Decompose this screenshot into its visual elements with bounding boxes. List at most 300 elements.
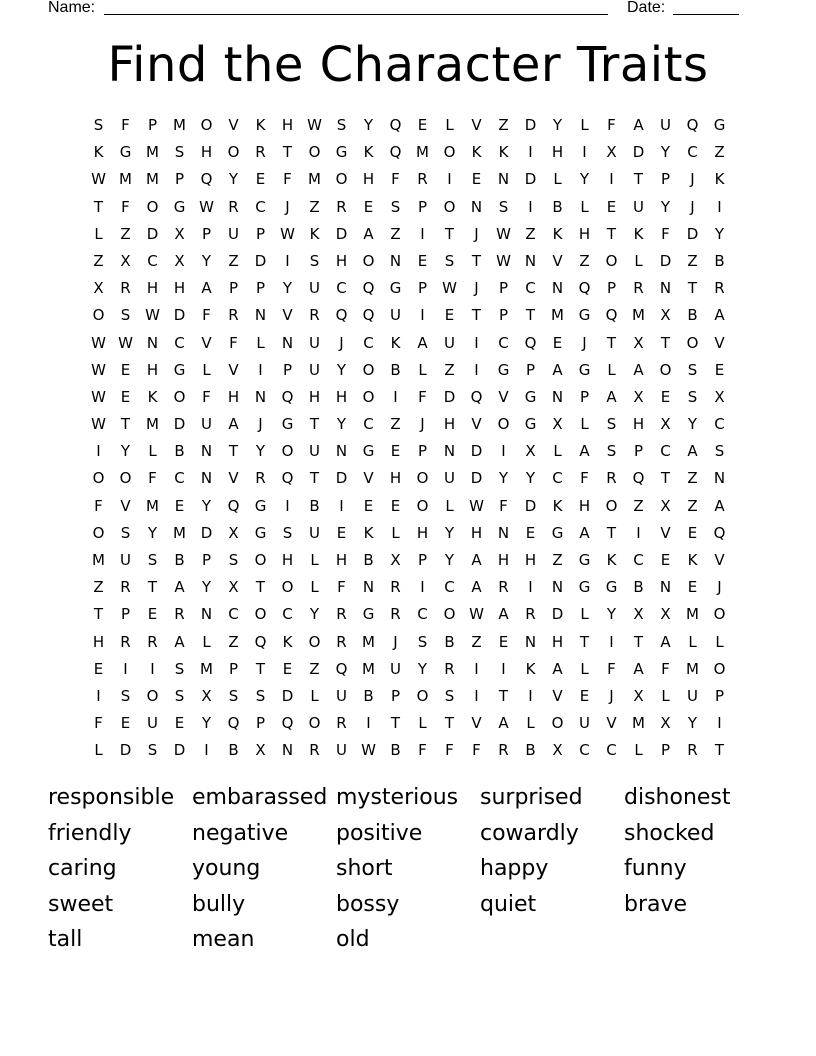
grid-letter: C xyxy=(444,578,455,597)
grid-letter: B xyxy=(228,741,239,760)
grid-letter: Q xyxy=(335,659,348,678)
word-bank-item: embarassed xyxy=(192,785,328,810)
grid-letter: A xyxy=(660,632,671,651)
grid-letter: A xyxy=(363,224,374,243)
grid-letter: O xyxy=(308,714,321,733)
grid-letter: Y xyxy=(660,197,671,216)
grid-letter: W xyxy=(280,224,295,243)
grid-letter: H xyxy=(578,496,591,515)
grid-letter: R xyxy=(417,170,428,189)
grid-letter: G xyxy=(578,360,591,379)
grid-letter: E xyxy=(147,605,158,624)
grid-letter: W xyxy=(496,224,511,243)
grid-letter: Y xyxy=(660,143,671,162)
grid-letter: I xyxy=(528,143,533,162)
grid-letter: H xyxy=(551,143,564,162)
grid-letter: R xyxy=(255,143,266,162)
grid-letter: R xyxy=(498,741,509,760)
grid-letter: Z xyxy=(687,251,698,270)
grid-letter: F xyxy=(202,387,211,406)
grid-letter: B xyxy=(174,442,185,461)
grid-letter: N xyxy=(200,442,213,461)
grid-letter: E xyxy=(363,197,374,216)
grid-letter: C xyxy=(363,333,374,352)
grid-letter: M xyxy=(146,496,159,515)
grid-letter: S xyxy=(498,197,509,216)
grid-letter: Q xyxy=(335,306,348,325)
grid-letter: O xyxy=(254,551,267,569)
grid-letter: N xyxy=(389,251,402,270)
grid-letter: U xyxy=(309,442,320,461)
grid-letter: N xyxy=(524,251,537,270)
grid-letter: P xyxy=(201,224,212,243)
grid-letter: P xyxy=(417,551,428,569)
grid-letter: Z xyxy=(687,496,698,515)
word-bank-item: brave xyxy=(624,891,688,917)
grid-letter: F xyxy=(661,659,670,678)
grid-letter: Z xyxy=(552,551,563,569)
grid-letter: M xyxy=(551,306,564,325)
grid-letter: G xyxy=(173,197,186,216)
grid-letter: L xyxy=(310,551,319,569)
word-bank-item: mysterious xyxy=(336,785,459,810)
worksheet-header xyxy=(48,0,740,19)
grid-letter: S xyxy=(606,442,617,461)
grid-letter: S xyxy=(147,741,158,760)
grid-letter: A xyxy=(579,523,590,542)
grid-letter: O xyxy=(92,523,105,542)
grid-letter: B xyxy=(714,251,725,270)
grid-letter: M xyxy=(686,659,699,678)
grid-letter: M xyxy=(416,143,429,162)
grid-letter: B xyxy=(444,632,455,651)
grid-letter: W xyxy=(91,170,106,189)
grid-letter: I xyxy=(501,659,506,678)
grid-letter: A xyxy=(201,279,212,298)
grid-letter: T xyxy=(606,333,617,352)
grid-letter: T xyxy=(606,523,617,542)
grid-letter: R xyxy=(390,578,401,597)
grid-letter: Y xyxy=(498,469,509,488)
grid-letter: U xyxy=(633,197,644,216)
grid-letter: G xyxy=(497,360,510,379)
grid-letter: N xyxy=(443,442,456,461)
grid-letter: F xyxy=(337,578,346,597)
word-bank-item: happy xyxy=(480,856,549,881)
grid-letter: R xyxy=(336,605,347,624)
grid-letter: U xyxy=(390,306,401,325)
grid-letter: I xyxy=(339,496,344,515)
grid-letter: F xyxy=(418,741,427,760)
grid-letter: Y xyxy=(687,415,698,434)
grid-letter: A xyxy=(633,360,644,379)
grid-letter: I xyxy=(474,659,479,678)
grid-letter: L xyxy=(94,741,103,760)
grid-letter: P xyxy=(714,686,725,705)
grid-letter: V xyxy=(363,469,374,488)
grid-letter: W xyxy=(307,116,322,134)
word-bank-item: funny xyxy=(624,856,687,881)
grid-letter: R xyxy=(498,578,509,597)
grid-letter: F xyxy=(391,170,400,189)
grid-letter: O xyxy=(497,415,510,434)
grid-letter: D xyxy=(335,224,348,243)
grid-letter: Y xyxy=(363,116,374,134)
grid-letter: Z xyxy=(228,632,239,651)
grid-row xyxy=(85,358,733,385)
grid-letter: I xyxy=(150,659,155,678)
grid-letter: F xyxy=(661,224,670,243)
word-bank-item: bossy xyxy=(336,891,400,917)
grid-letter: S xyxy=(714,442,725,461)
grid-letter: L xyxy=(580,116,589,134)
grid-letter: Y xyxy=(687,714,698,733)
grid-letter: G xyxy=(578,578,591,597)
grid-letter: T xyxy=(660,333,671,352)
grid-letter: K xyxy=(552,224,563,243)
grid-letter: E xyxy=(336,523,347,542)
grid-letter: G xyxy=(335,143,348,162)
grid-letter: J xyxy=(609,686,614,705)
grid-letter: A xyxy=(471,551,482,569)
grid-letter: E xyxy=(579,686,590,705)
grid-letter: L xyxy=(580,605,589,624)
grid-letter: T xyxy=(309,469,320,488)
grid-letter: T xyxy=(444,224,455,243)
word-search-grid xyxy=(85,113,733,766)
grid-letter: P xyxy=(579,387,590,406)
grid-letter: F xyxy=(121,116,130,134)
word-bank-item: surprised xyxy=(480,785,583,810)
grid-letter: X xyxy=(660,415,671,434)
grid-letter: Q xyxy=(389,143,402,162)
grid-letter: D xyxy=(524,116,537,134)
grid-letter: O xyxy=(281,442,294,461)
name-blank-line xyxy=(104,14,608,15)
grid-letter: N xyxy=(281,333,294,352)
grid-letter: E xyxy=(525,523,536,542)
grid-letter: N xyxy=(335,442,348,461)
grid-letter: N xyxy=(497,523,510,542)
grid-letter: T xyxy=(525,306,536,325)
grid-row xyxy=(85,385,733,412)
grid-letter: G xyxy=(578,551,591,569)
grid-letter: L xyxy=(715,632,724,651)
grid-letter: T xyxy=(660,469,671,488)
grid-letter: H xyxy=(227,387,240,406)
grid-letter: U xyxy=(336,741,347,760)
grid-letter: T xyxy=(147,578,158,597)
grid-letter: M xyxy=(686,605,699,624)
grid-letter: O xyxy=(362,251,375,270)
grid-letter: V xyxy=(228,116,239,134)
grid-letter: C xyxy=(417,605,428,624)
grid-letter: P xyxy=(147,116,158,134)
grid-letter: P xyxy=(633,442,644,461)
grid-letter: F xyxy=(202,306,211,325)
grid-letter: L xyxy=(445,116,454,134)
grid-letter: E xyxy=(174,496,185,515)
grid-letter: S xyxy=(120,306,131,325)
grid-letter: O xyxy=(146,686,159,705)
grid-letter: A xyxy=(714,496,725,515)
grid-letter: H xyxy=(578,224,591,243)
grid-letter: V xyxy=(471,415,482,434)
grid-letter: A xyxy=(579,442,590,461)
grid-letter: A xyxy=(174,632,185,651)
grid-letter: I xyxy=(366,714,371,733)
grid-letter: I xyxy=(582,143,587,162)
grid-row xyxy=(85,684,733,711)
grid-letter: P xyxy=(417,442,428,461)
grid-row xyxy=(85,575,733,602)
grid-letter: N xyxy=(551,578,564,597)
grid-letter: F xyxy=(607,659,616,678)
grid-letter: Y xyxy=(201,578,212,597)
grid-letter: X xyxy=(633,686,644,705)
grid-letter: F xyxy=(418,387,427,406)
grid-letter: X xyxy=(660,714,671,733)
grid-letter: I xyxy=(285,496,290,515)
grid-letter: O xyxy=(362,387,375,406)
grid-row xyxy=(85,167,733,194)
grid-letter: J xyxy=(474,279,479,298)
grid-letter: X xyxy=(660,306,671,325)
grid-letter: A xyxy=(714,306,725,325)
grid-letter: J xyxy=(690,170,695,189)
grid-row xyxy=(85,331,733,358)
grid-letter: I xyxy=(474,360,479,379)
grid-letter: Q xyxy=(254,632,267,651)
grid-letter: P xyxy=(498,306,509,325)
grid-letter: C xyxy=(525,279,536,298)
grid-letter: P xyxy=(282,360,293,379)
grid-letter: B xyxy=(174,551,185,569)
grid-letter: Z xyxy=(498,116,509,134)
grid-letter: H xyxy=(200,143,213,162)
grid-letter: I xyxy=(609,632,614,651)
grid-letter: Z xyxy=(471,632,482,651)
grid-letter: A xyxy=(552,360,563,379)
grid-letter: S xyxy=(174,686,185,705)
grid-letter: W xyxy=(91,333,106,352)
grid-letter: I xyxy=(474,333,479,352)
grid-letter: H xyxy=(281,551,294,569)
grid-letter: N xyxy=(254,306,267,325)
grid-letter: K xyxy=(93,143,104,162)
grid-letter: O xyxy=(119,469,132,488)
grid-letter: Y xyxy=(282,279,293,298)
grid-letter: L xyxy=(553,170,562,189)
grid-letter: E xyxy=(282,659,293,678)
grid-letter: X xyxy=(174,224,185,243)
grid-letter: O xyxy=(551,714,564,733)
grid-letter: L xyxy=(607,360,616,379)
grid-letter: H xyxy=(146,279,159,298)
grid-letter: H xyxy=(632,415,645,434)
date-label: Date: xyxy=(627,0,666,16)
grid-letter: X xyxy=(606,143,617,162)
grid-letter: I xyxy=(258,360,263,379)
grid-letter: J xyxy=(582,333,587,352)
grid-letter: M xyxy=(173,116,186,134)
grid-letter: J xyxy=(339,333,344,352)
grid-letter: W xyxy=(469,605,484,624)
grid-letter: W xyxy=(91,360,106,379)
grid-letter: T xyxy=(714,741,725,760)
grid-letter: X xyxy=(660,496,671,515)
word-bank-item: positive xyxy=(336,820,423,846)
grid-letter: W xyxy=(496,251,511,270)
grid-letter: M xyxy=(146,143,159,162)
grid-letter: V xyxy=(552,686,563,705)
grid-letter: J xyxy=(285,197,290,216)
grid-letter: L xyxy=(202,360,211,379)
grid-letter: J xyxy=(474,224,479,243)
grid-letter: Y xyxy=(201,714,212,733)
grid-letter: O xyxy=(416,686,429,705)
grid-letter: Q xyxy=(281,714,294,733)
grid-letter: Z xyxy=(93,251,104,270)
name-label: Name: xyxy=(48,0,96,16)
grid-letter: C xyxy=(255,197,266,216)
grid-letter: S xyxy=(174,659,185,678)
grid-letter: I xyxy=(636,523,641,542)
grid-letter: O xyxy=(443,197,456,216)
grid-letter: D xyxy=(686,224,699,243)
grid-letter: H xyxy=(416,523,429,542)
grid-letter: O xyxy=(335,170,348,189)
grid-letter: Q xyxy=(713,523,726,542)
grid-letter: N xyxy=(281,741,294,760)
grid-letter: O xyxy=(713,659,726,678)
word-bank-item: quiet xyxy=(480,891,537,917)
grid-letter: K xyxy=(498,143,509,162)
grid-letter: S xyxy=(606,415,617,434)
grid-letter: W xyxy=(145,306,160,325)
grid-letter: D xyxy=(524,170,537,189)
grid-letter: T xyxy=(93,197,104,216)
grid-letter: U xyxy=(309,333,320,352)
grid-letter: U xyxy=(579,714,590,733)
grid-row xyxy=(85,657,733,684)
grid-letter: G xyxy=(362,442,375,461)
grid-letter: M xyxy=(200,659,213,678)
grid-letter: S xyxy=(93,116,104,134)
grid-letter: K xyxy=(687,551,698,569)
grid-letter: I xyxy=(204,741,209,760)
grid-letter: X xyxy=(633,605,644,624)
grid-letter: C xyxy=(147,251,158,270)
grid-letter: D xyxy=(551,605,564,624)
grid-letter: G xyxy=(713,116,726,134)
grid-letter: A xyxy=(228,415,239,434)
word-bank-item: mean xyxy=(192,927,255,952)
grid-letter: U xyxy=(228,224,239,243)
grid-letter: P xyxy=(525,360,536,379)
grid-letter: I xyxy=(393,387,398,406)
grid-letter: L xyxy=(202,632,211,651)
grid-letter: O xyxy=(416,496,429,515)
grid-letter: E xyxy=(120,387,131,406)
grid-letter: A xyxy=(633,116,644,134)
grid-letter: O xyxy=(362,360,375,379)
grid-letter: Z xyxy=(633,496,644,515)
grid-letter: G xyxy=(551,523,564,542)
grid-letter: B xyxy=(363,686,374,705)
grid-letter: T xyxy=(228,442,239,461)
grid-letter: H xyxy=(146,360,159,379)
grid-letter: M xyxy=(632,306,645,325)
grid-letter: E xyxy=(606,197,617,216)
grid-letter: V xyxy=(228,360,239,379)
grid-letter: D xyxy=(173,306,186,325)
grid-letter: R xyxy=(525,605,536,624)
grid-row xyxy=(85,738,733,765)
grid-letter: H xyxy=(335,387,348,406)
grid-letter: H xyxy=(389,469,402,488)
grid-letter: Z xyxy=(309,659,320,678)
grid-letter: A xyxy=(606,387,617,406)
grid-letter: H xyxy=(335,551,348,569)
grid-letter: X xyxy=(525,442,536,461)
grid-letter: D xyxy=(146,224,159,243)
grid-letter: N xyxy=(200,469,213,488)
grid-letter: C xyxy=(714,415,725,434)
grid-letter: S xyxy=(120,523,131,542)
grid-letter: L xyxy=(94,224,103,243)
grid-letter: E xyxy=(120,714,131,733)
grid-letter: Z xyxy=(687,469,698,488)
grid-letter: P xyxy=(174,170,185,189)
grid-letter: D xyxy=(632,143,645,162)
grid-letter: E xyxy=(174,714,185,733)
grid-letter: G xyxy=(173,360,186,379)
grid-letter: P xyxy=(498,279,509,298)
grid-letter: W xyxy=(91,387,106,406)
grid-letter: O xyxy=(443,605,456,624)
grid-letter: E xyxy=(255,170,266,189)
grid-letter: G xyxy=(389,279,402,298)
grid-letter: X xyxy=(93,279,104,298)
grid-letter: G xyxy=(281,415,294,434)
grid-letter: W xyxy=(91,415,106,434)
word-bank-item: sweet xyxy=(48,891,114,917)
word-bank-item: dishonest xyxy=(624,785,731,810)
grid-letter: A xyxy=(498,714,509,733)
grid-letter: Z xyxy=(525,224,536,243)
grid-letter: L xyxy=(661,686,670,705)
grid-letter: M xyxy=(632,714,645,733)
grid-letter: G xyxy=(254,496,267,515)
grid-letter: X xyxy=(255,741,266,760)
grid-letter: G xyxy=(524,387,537,406)
grid-letter: L xyxy=(553,442,562,461)
grid-letter: K xyxy=(606,551,617,569)
grid-letter: O xyxy=(200,116,213,134)
grid-letter: K xyxy=(147,387,158,406)
grid-letter: R xyxy=(174,605,185,624)
grid-letter: Q xyxy=(227,714,240,733)
grid-letter: N xyxy=(362,578,375,597)
grid-row xyxy=(85,412,733,439)
grid-letter: Q xyxy=(281,387,294,406)
grid-letter: Y xyxy=(309,605,320,624)
grid-letter: O xyxy=(281,578,294,597)
grid-letter: X xyxy=(714,387,725,406)
grid-letter: H xyxy=(173,279,186,298)
grid-letter: D xyxy=(470,442,483,461)
